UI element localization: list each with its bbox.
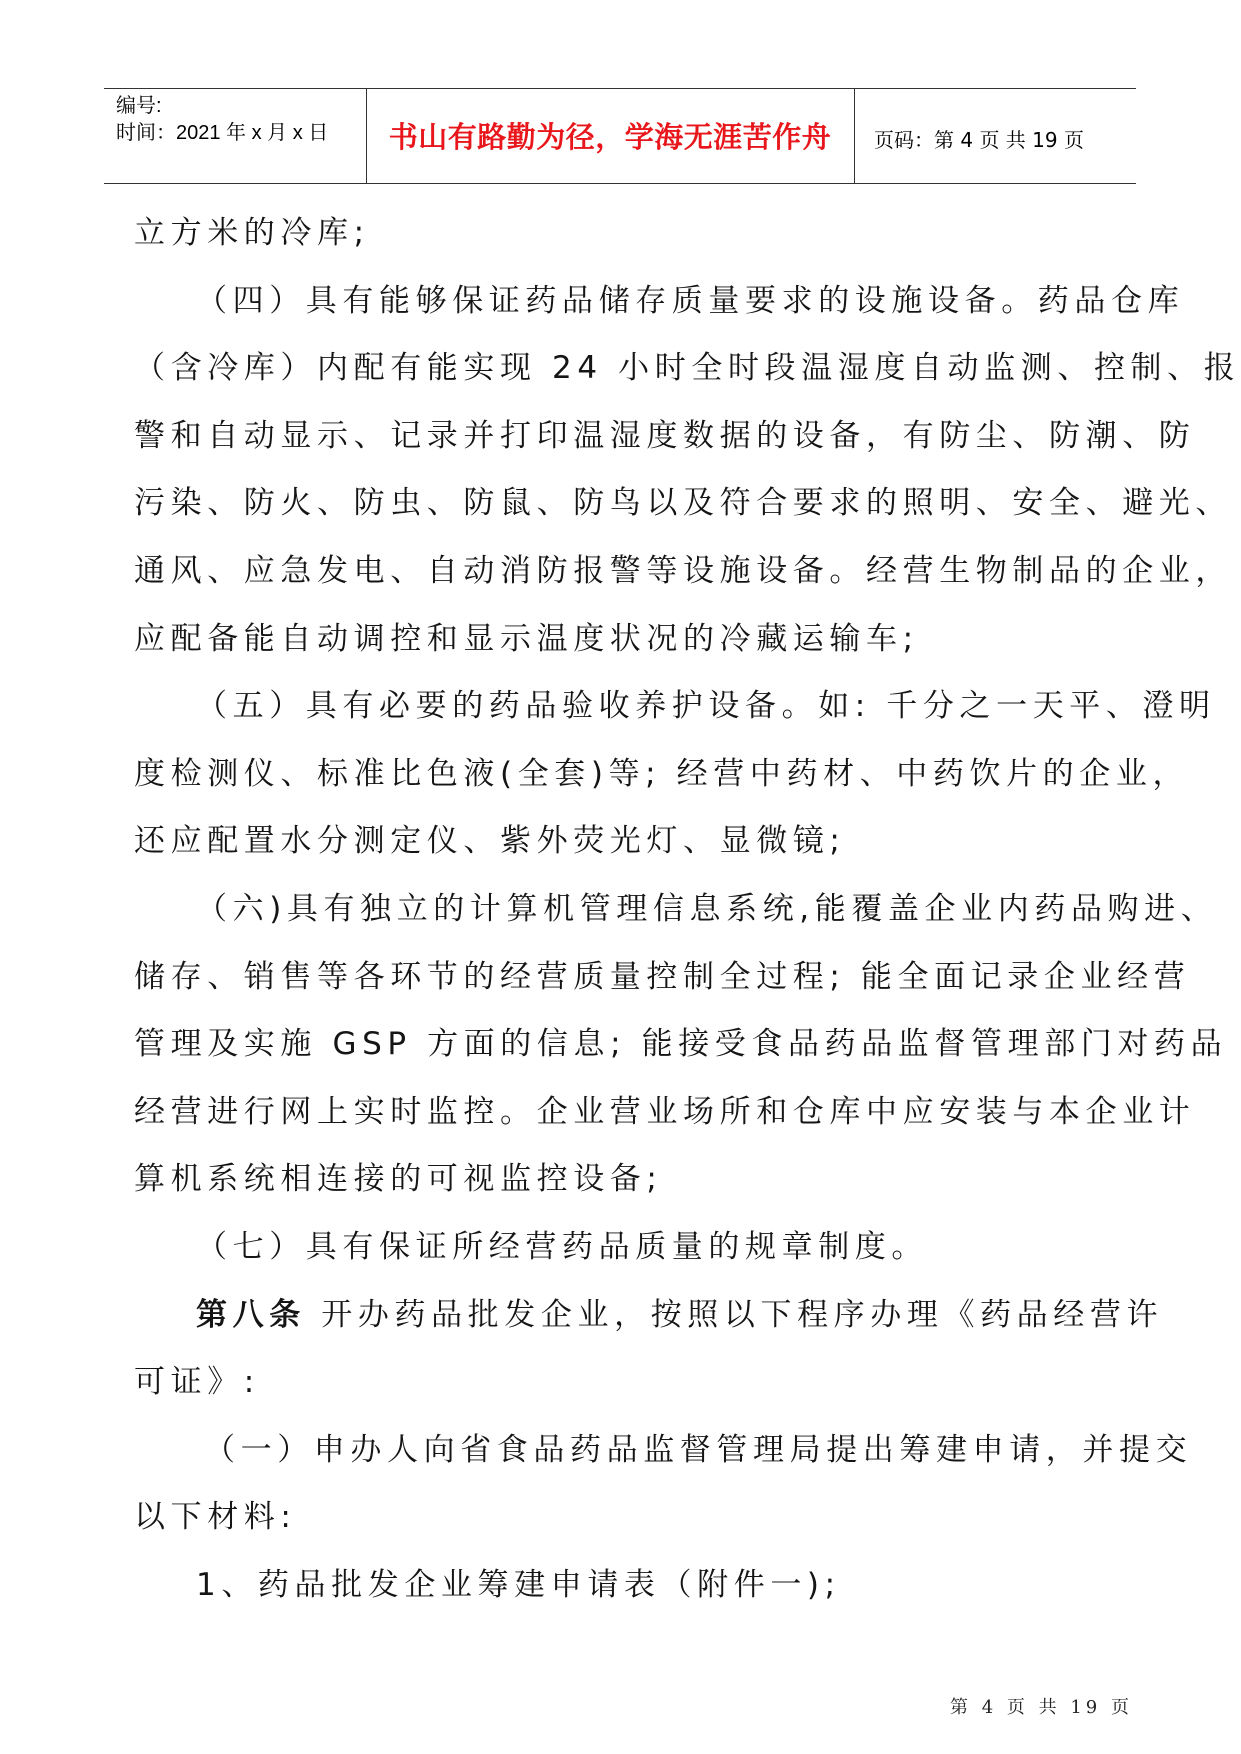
header-divider [854, 89, 855, 183]
page-header [104, 88, 1136, 184]
header-left-cell [116, 93, 328, 147]
body-line: 立方米的冷库; [134, 215, 370, 251]
body-line: 以下材料: [134, 1499, 297, 1536]
body-line: 污染、防火、防虫、防鼠、防鸟以及符合要求的照明、安全、避光、 [134, 485, 1232, 522]
body-line: 还应配置水分测定仪、紫外荧光灯、显微镜; [134, 823, 846, 860]
body-line: 应配备能自动调控和显示温度状况的冷藏运输车; [134, 620, 919, 657]
page-footer: 第 4 页 共 19 页 [950, 1697, 1133, 1718]
list-item: 1、药品批发企业筹建申请表（附件一); [196, 1566, 841, 1603]
header-page-info: 页码：第 4 页 共 19 页 [874, 128, 1084, 152]
body-line: （七）具有保证所经营药品质量的规章制度。 [196, 1228, 928, 1265]
body-line: 经营进行网上实时监控。企业营业场所和仓库中应安装与本企业计 [134, 1093, 1196, 1130]
body-line: （五）具有必要的药品验收养护设备。如: 千分之一天平、澄明 [196, 688, 1216, 725]
header-motto: 书山有路勤为径，学海无涯苦作舟 [388, 120, 832, 154]
article-line [134, 1282, 1164, 1350]
document-number-label: 编号: [116, 95, 162, 117]
body-line: 算机系统相连接的可视监控设备; [134, 1161, 663, 1198]
document-body [134, 200, 1241, 1619]
body-line: （六)具有独立的计算机管理信息系统,能覆盖企业内药品购进、 [196, 890, 1218, 927]
body-line: 管理及实施 GSP 方面的信息; 能接受食品药品监督管理部门对药品 [134, 1026, 1228, 1063]
document-time-label: 时间：2021 年 x 月 x 日 [116, 122, 329, 144]
body-line: （四）具有能够保证药品储存质量要求的设施设备。药品仓库 [196, 282, 1185, 319]
article-label: 第八条 [196, 1296, 306, 1333]
body-line: （一）申办人向省食品药品监督管理局提出筹建申请，并提交 [204, 1431, 1193, 1468]
body-line: 储存、销售等各环节的经营质量控制全过程; 能全面记录企业经营 [134, 958, 1191, 995]
body-line: （含冷库）内配有能实现 24 小时全时段温湿度自动监测、控制、报 [134, 350, 1241, 387]
body-line: 通风、应急发电、自动消防报警等设施设备。经营生物制品的企业， [134, 552, 1232, 589]
body-line: 可证》: [134, 1364, 260, 1401]
body-line: 警和自动显示、记录并打印温湿度数据的设备，有防尘、防潮、防 [134, 417, 1196, 454]
article-text: 开办药品批发企业，按照以下程序办理《药品经营许 [305, 1296, 1164, 1333]
body-line: 度检测仪、标准比色液(全套)等; 经营中药材、中药饮片的企业， [134, 755, 1190, 792]
